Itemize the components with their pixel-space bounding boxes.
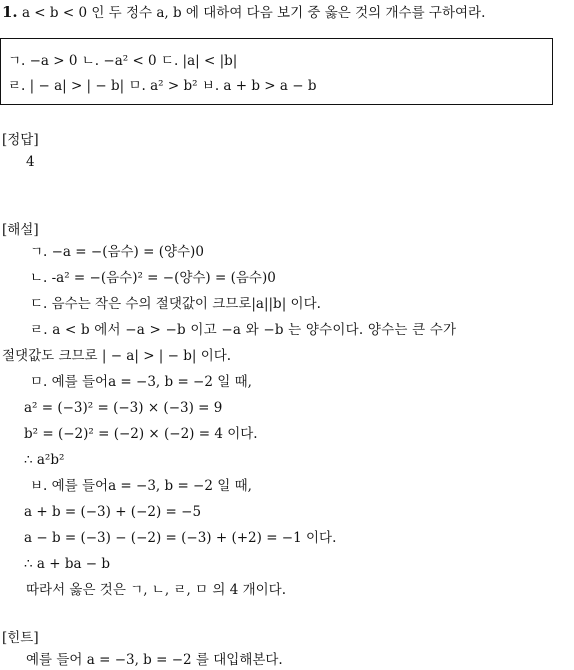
explanation-line: ㄹ. a < b 에서 −a > −b 이고 −a 와 −b 는 양수이다. 양수는 큰 수가 [30,322,457,338]
explanation-line: ∴ a²b² [24,452,65,468]
explanation-line: a − b = (−3) − (−2) = (−3) + (+2) = −1 이다. [24,530,337,546]
explanation-heading: [해설] [2,222,39,238]
hint-heading: [힌트] [2,630,39,646]
explanation-line: ㄷ. 음수는 작은 수의 절댓값이 크므로|a||b| 이다. [30,296,321,312]
explanation-line: ㅂ. 예를 들어a = −3, b = −2 일 때, [30,478,252,494]
hint-text: 예를 들어 a = −3, b = −2 를 대입해본다. [26,652,283,668]
question-number: 1. [2,3,18,21]
question-text: a < b < 0 인 두 정수 a, b 에 대하여 다음 보기 중 옳은 것의 개수를 구하여라. [21,5,486,21]
explanation-line: a² = (−3)² = (−3) × (−3) = 9 [24,400,223,416]
explanation-line: 절댓값도 크므로 | − a| > | − b| 이다. [2,348,232,364]
explanation-line: ∴ a + ba − b [24,556,111,572]
explanation-line: a + b = (−3) + (−2) = −5 [24,504,202,520]
explanation-line: ㄴ. -a² = −(음수)² = −(양수) = (음수)0 [30,270,276,286]
question [2,3,485,22]
choices-row-1: ㄱ. −a > 0 ㄴ. −a² < 0 ㄷ. |a| < |b| [8,53,238,69]
explanation-line: 따라서 옳은 것은 ㄱ, ㄴ, ㄹ, ㅁ 의 4 개이다. [26,582,286,598]
answer-value: 4 [26,154,35,170]
explanation-line: b² = (−2)² = (−2) × (−2) = 4 이다. [24,426,258,442]
choices-row-2: ㄹ. | − a| > | − b| ㅁ. a² > b² ㅂ. a + b > a − b [8,78,317,94]
explanation-line: ㅁ. 예를 들어a = −3, b = −2 일 때, [30,374,252,390]
explanation-line: ㄱ. −a = −(음수) = (양수)0 [30,244,204,260]
answer-heading: [정답] [2,132,39,148]
